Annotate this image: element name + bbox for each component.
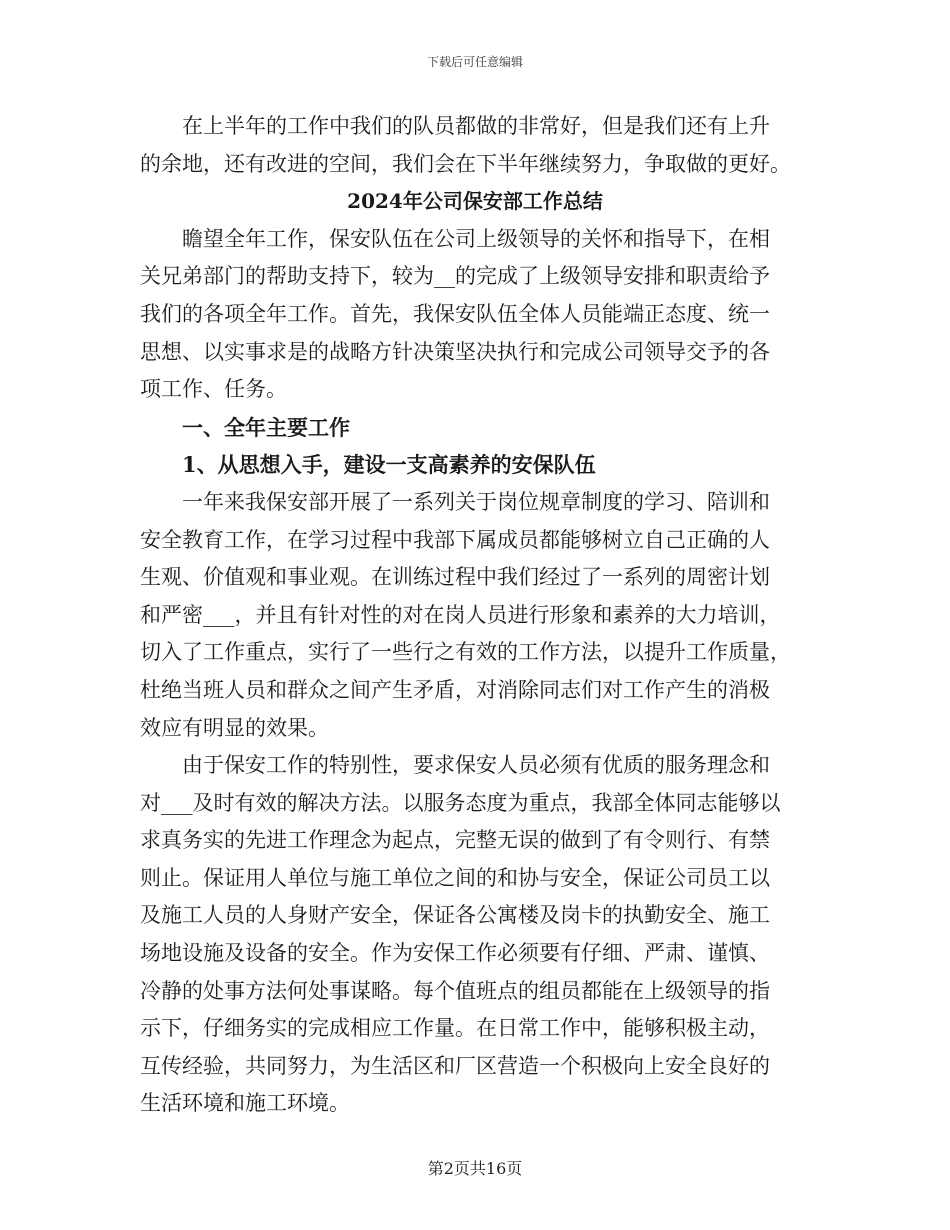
paragraph-line: 在上半年的工作中我们的队员都做的非常好，但是我们还有上升 bbox=[182, 114, 770, 138]
paragraph-line: 生观、价值观和事业观。在训练过程中我们经过了一系列的周密计划 bbox=[140, 565, 770, 590]
paragraph-line: 安全教育工作，在学习过程中我部下属成员都能够树立自己正确的人 bbox=[140, 527, 770, 552]
subsection-heading: 1、从思想入手，建设一支高素养的安保队伍 bbox=[182, 452, 596, 478]
paragraph-line: 互传经验，共同努力，为生活区和厂区营造一个积极向上安全良好的 bbox=[140, 1053, 770, 1078]
paragraph-line: 效应有明显的效果。 bbox=[140, 715, 329, 740]
paragraph-line: 一年来我保安部开展了一系列关于岗位规章制度的学习、陪训和 bbox=[182, 489, 770, 514]
section-heading: 一、全年主要工作 bbox=[182, 414, 350, 440]
page-header: 下载后可任意编辑 bbox=[426, 55, 523, 69]
page-footer: 第2页共16页 bbox=[427, 1159, 523, 1178]
paragraph-line: 示下，仔细务实的完成相应工作量。在日常工作中，能够积极主动， bbox=[140, 1016, 770, 1041]
document-body bbox=[140, 108, 810, 1123]
paragraph-line: 的余地，还有改进的空间，我们会在下半年继续努力，争取做的更好。 bbox=[140, 151, 791, 176]
paragraph bbox=[140, 747, 810, 1123]
paragraph-line: 及施工人员的人身财产安全，保证各公寓楼及岗卡的执勤安全、施工 bbox=[140, 903, 770, 928]
paragraph bbox=[140, 484, 810, 747]
paragraph-line: 由于保安工作的特别性，要求保安人员必须有优质的服务理念和 bbox=[182, 753, 770, 778]
paragraph-line: 对___及时有效的解决方法。以服务态度为重点，我部全体同志能够以 bbox=[140, 790, 781, 815]
document-title: 2024年公司保安部工作总结 bbox=[347, 189, 603, 214]
paragraph-line: 项工作、任务。 bbox=[140, 377, 287, 402]
paragraph-line: 冷静的处事方法何处事谋略。每个值班点的组员都能在上级领导的指 bbox=[140, 978, 770, 1003]
intro-paragraph bbox=[140, 108, 810, 183]
paragraph-line: 我们的各项全年工作。首先，我保安队伍全体人员能端正态度、统一 bbox=[140, 301, 770, 326]
paragraph-line: 杜绝当班人员和群众之间产生矛盾，对消除同志们对工作产生的消极 bbox=[140, 677, 770, 702]
paragraph-line: 求真务实的先进工作理念为起点，完整无误的做到了有令则行、有禁 bbox=[140, 828, 770, 853]
paragraph bbox=[140, 221, 810, 409]
paragraph-line: 思想、以实事求是的战略方针决策坚决执行和完成公司领导交予的各 bbox=[140, 339, 770, 364]
paragraph-line: 生活环境和施工环境。 bbox=[140, 1091, 350, 1116]
paragraph-line: 场地设施及设备的安全。作为安保工作必须要有仔细、严肃、谨慎、 bbox=[140, 941, 770, 966]
paragraph-line: 和严密___，并且有针对性的对在岗人员进行形象和素养的大力培训， bbox=[140, 602, 781, 627]
paragraph-line: 瞻望全年工作，保安队伍在公司上级领导的关怀和指导下，在相 bbox=[182, 226, 770, 251]
paragraph-line: 切入了工作重点，实行了一些行之有效的工作方法，以提升工作质量， bbox=[140, 640, 791, 665]
paragraph-line: 则止。保证用人单位与施工单位之间的和协与安全，保证公司员工以 bbox=[140, 865, 770, 890]
paragraph-line: 关兄弟部门的帮助支持下，较为__的完成了上级领导安排和职责给予 bbox=[140, 264, 770, 289]
